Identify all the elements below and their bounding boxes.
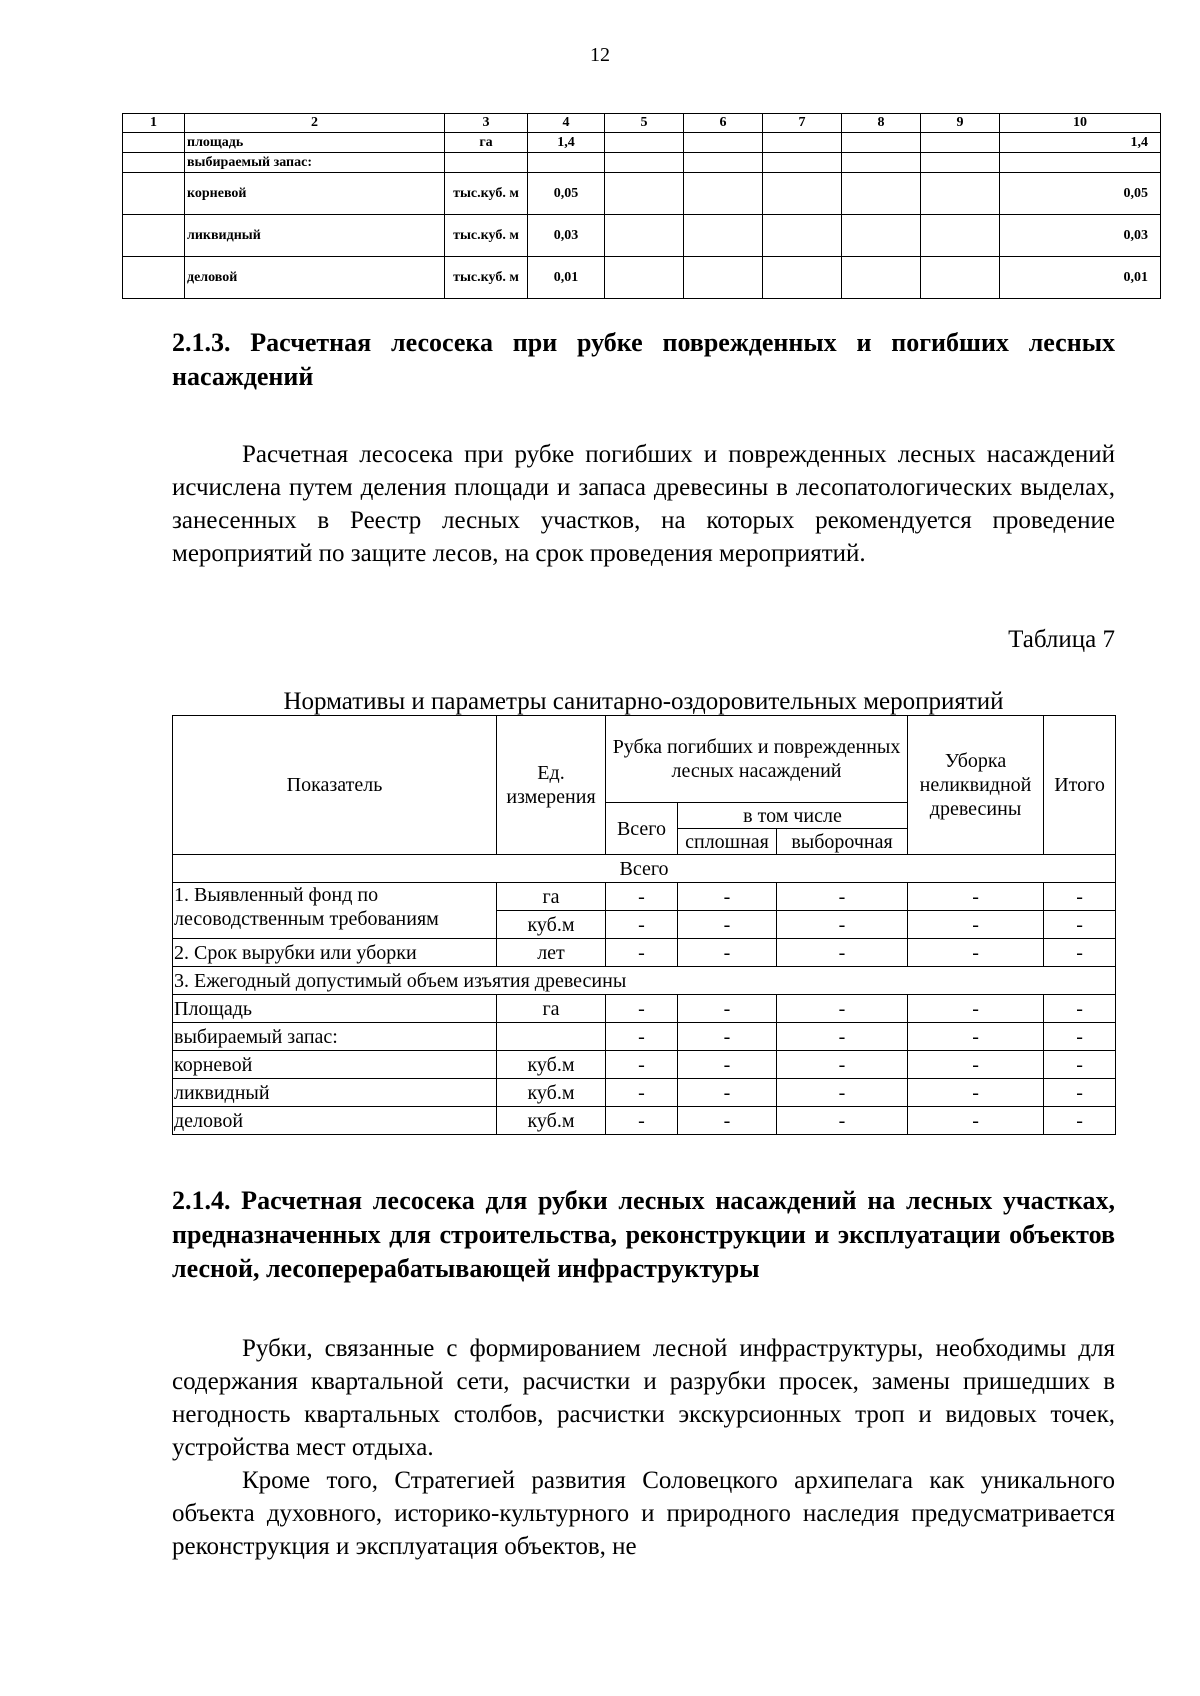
row-total [1000,153,1161,173]
header-cell: 5 [605,114,684,133]
row-value: - [606,1051,678,1079]
section-214-paragraph-2: Кроме того, Стратегией развития Соловецкого архипелага как уникального объекта духовного, историко-культурного и природного наследия предусматривается реконструкция и эксплуатация объектов, не [172,1467,1115,1560]
section-213-paragraph: Расчетная лесосека при рубке погибших и поврежденных лесных насаждений исчислена путем деления площади и запаса древесины в лесопатологических выделах, занесенных в Реестр лесных участков, на которых рекомендуется проведение мероприятий по защите лесов, на срок проведения мероприятий. [172,441,1115,567]
row-total: 0,01 [1000,257,1161,299]
row-value: - [1044,939,1116,967]
row-unit [497,1023,606,1051]
header-cell: 1 [123,114,185,133]
header-cell: 9 [921,114,1000,133]
header-cell: 2 [185,114,445,133]
row-value: 0,01 [528,257,605,299]
table-header-row [123,114,1161,133]
row-value: - [908,883,1044,911]
row-value: - [678,883,777,911]
row-value: - [606,911,678,939]
row-value: - [777,1107,908,1135]
row-value: - [606,995,678,1023]
row-value: - [908,1051,1044,1079]
row-unit: куб.м [497,1079,606,1107]
row-value: - [908,995,1044,1023]
header-total: Итого [1044,716,1116,855]
row-value: - [606,1023,678,1051]
row-label: деловой [173,1107,497,1135]
row-total: 0,03 [1000,215,1161,257]
row-value: - [678,1023,777,1051]
section-214-heading: 2.1.4. Расчетная лесосека для рубки лесных насаждений на лесных участках, предназначенных для строительства, реконструкции и эксплуатации объектов лесной, лесоперерабатывающей инфраструктуры [172,1186,1115,1283]
row-value: - [606,883,678,911]
row-value: - [1044,911,1116,939]
row-value: - [1044,1079,1116,1107]
row-label: площадь [185,133,445,153]
table-row [173,1079,1116,1107]
table-caption: Таблица 7 [1008,626,1115,653]
table-row [173,1023,1116,1051]
continuation-table [122,113,1161,299]
row-unit: куб.м [497,911,606,939]
header-clear: сплошная [678,829,777,855]
row-value: - [908,939,1044,967]
header-cell: 10 [1000,114,1161,133]
header-cleanup: Уборка неликвидной древесины [908,716,1044,855]
annual-volume-label: 3. Ежегодный допустимый объем изъятия древесины [173,967,1116,995]
row-value: - [1044,995,1116,1023]
header-felling-total: Всего [606,803,678,855]
row-label: ликвидный [173,1079,497,1107]
row-value: - [678,995,777,1023]
row-label: 2. Срок вырубки или уборки [173,939,497,967]
row-value: - [777,883,908,911]
table-row [173,939,1116,967]
row-unit: га [497,995,606,1023]
row-unit [445,153,528,173]
row-value: - [777,1051,908,1079]
row-value [528,153,605,173]
row-value: - [1044,883,1116,911]
row-label: деловой [185,257,445,299]
table-row [123,215,1161,257]
header-selective: выборочная [777,829,908,855]
table-row [173,883,1116,911]
table-row [173,995,1116,1023]
table-row [173,1051,1116,1079]
row-total: 1,4 [1000,133,1161,153]
header-cell: 6 [684,114,763,133]
row-value: - [777,1079,908,1107]
header-cell: 4 [528,114,605,133]
header-cell: 3 [445,114,528,133]
header-unit: Ед. измерения [497,716,606,855]
row-value: - [777,1023,908,1051]
table-title: Нормативы и параметры санитарно-оздоровительных мероприятий [283,688,1004,715]
row-unit: лет [497,939,606,967]
row-value: - [1044,1023,1116,1051]
row-value: - [777,995,908,1023]
row-label: 1. Выявленный фонд по лесоводственным требованиям [173,883,497,939]
row-value: - [678,1051,777,1079]
row-value: 1,4 [528,133,605,153]
row-label: выбираемый запас: [185,153,445,173]
row-value: - [908,1023,1044,1051]
header-felling: Рубка погибших и поврежденных лесных насаждений [606,716,908,803]
row-unit: тыс.куб. м [445,215,528,257]
row-unit: га [497,883,606,911]
row-value: - [908,1079,1044,1107]
row-unit: тыс.куб. м [445,257,528,299]
header-cell: 8 [842,114,921,133]
row-label: корневой [173,1051,497,1079]
row-value: - [678,939,777,967]
row-label: выбираемый запас: [173,1023,497,1051]
row-total: 0,05 [1000,173,1161,215]
row-value: - [678,1107,777,1135]
row-unit: куб.м [497,1107,606,1135]
row-value: - [606,939,678,967]
row-unit: тыс.куб. м [445,173,528,215]
row-unit: куб.м [497,1051,606,1079]
section-213-heading: 2.1.3. Расчетная лесосека при рубке поврежденных и погибших лесных насаждений [172,328,1115,391]
row-value: - [1044,1051,1116,1079]
row-value: 0,05 [528,173,605,215]
table-7 [172,715,1116,1135]
row-unit: га [445,133,528,153]
row-label: корневой [185,173,445,215]
header-indicator: Показатель [173,716,497,855]
table-row [123,153,1161,173]
row-value: - [606,1079,678,1107]
row-value: - [1044,1107,1116,1135]
table-row [123,133,1161,153]
row-value: - [777,911,908,939]
row-value: - [678,1079,777,1107]
row-value: 0,03 [528,215,605,257]
table-row [123,173,1161,215]
table-row [173,1107,1116,1135]
row-label: Площадь [173,995,497,1023]
header-including: в том числе [678,803,908,829]
section-row-total: Всего [173,855,1116,883]
row-value: - [606,1107,678,1135]
page-number: 12 [590,44,610,66]
row-value: - [678,911,777,939]
row-value: - [777,939,908,967]
section-214-paragraph-1: Рубки, связанные с формированием лесной инфраструктуры, необходимы для содержания квартальной сети, расчистки и разрубки просек, замены пришедших в негодность квартальных столбов, расчистки экскурсионных троп и видовых точек, устройства мест отдыха. [172,1335,1115,1461]
table-row [123,257,1161,299]
row-value: - [908,1107,1044,1135]
row-label: ликвидный [185,215,445,257]
row-value: - [908,911,1044,939]
header-cell: 7 [763,114,842,133]
